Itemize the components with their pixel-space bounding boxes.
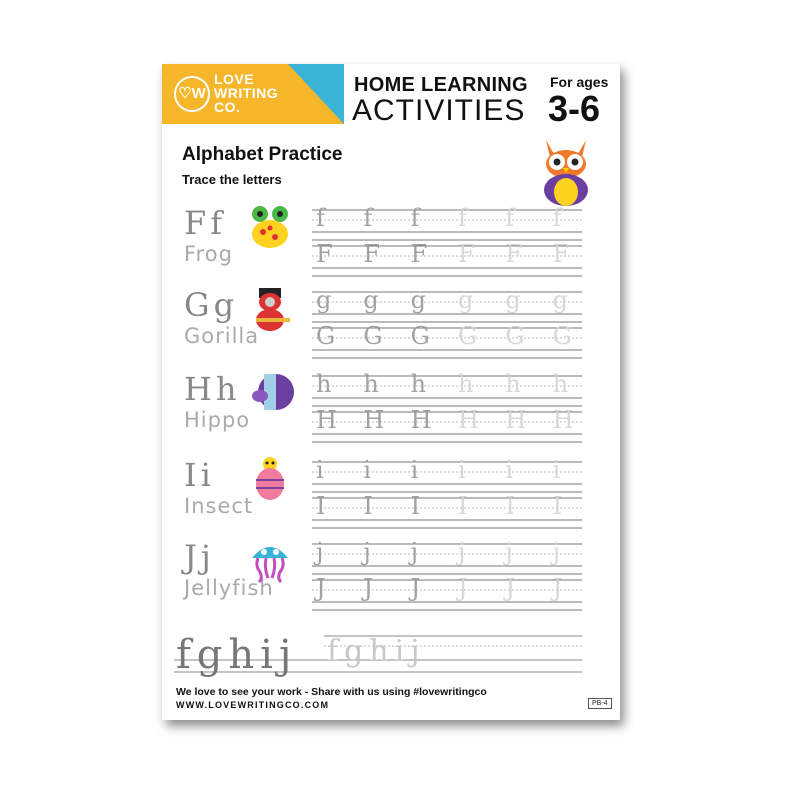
trace-letter: h	[552, 370, 569, 398]
letter-pair: Ii	[184, 456, 215, 494]
trace-letter: f	[363, 204, 373, 232]
letter-pair: Ff	[184, 204, 227, 242]
trace-letter: h	[505, 370, 521, 398]
trace-letter: G	[505, 322, 525, 350]
trace-letter: G	[410, 322, 430, 350]
trace-letter: j	[410, 538, 419, 566]
trace-letter: j	[505, 538, 513, 566]
logo-heart-icon: ♡W	[174, 76, 210, 112]
trace-letter: h	[457, 370, 474, 398]
trace-letter: G	[363, 322, 383, 350]
page-subtitle: Trace the letters	[182, 172, 282, 187]
trace-upper	[312, 240, 586, 268]
trace-letter: J	[552, 574, 563, 602]
trace-letter: H	[316, 406, 337, 434]
letter-pair: Gg	[184, 286, 239, 324]
trace-letter: H	[410, 406, 432, 434]
trace-letter: F	[457, 240, 475, 268]
trace-lower	[312, 286, 586, 314]
trace-letter: F	[363, 240, 380, 268]
footer-url: WWW.LOVEWRITINGCO.COM	[176, 700, 330, 710]
trace-letter: G	[552, 322, 572, 350]
trace-letter: H	[552, 406, 574, 434]
trace-letter: i	[410, 456, 419, 484]
trace-letter: I	[505, 492, 515, 520]
owl-icon	[540, 136, 592, 208]
ages-value: 3-6	[548, 88, 601, 129]
trace-letter: i	[552, 456, 561, 484]
trace-lower	[312, 456, 586, 484]
logo-triangle	[288, 64, 344, 124]
logo-line2: WRITING	[214, 85, 279, 101]
trace-letter: F	[410, 240, 428, 268]
logo-line3: CO.	[214, 99, 241, 115]
trace-letter: h	[363, 370, 379, 398]
trace-letter: I	[457, 492, 468, 520]
insect-icon	[246, 454, 294, 502]
trace-upper	[312, 574, 586, 602]
letter-pair: Jj	[184, 538, 215, 576]
trace-upper	[312, 322, 586, 350]
page-code: PB-4	[588, 698, 612, 709]
trace-letter: J	[363, 574, 373, 602]
hippo-icon	[246, 368, 294, 416]
trace-letter: F	[505, 240, 522, 268]
trace-letter: J	[316, 574, 326, 602]
trace-letter: j	[363, 538, 371, 566]
trace-letter: j	[552, 538, 561, 566]
trace-letter: J	[505, 574, 515, 602]
trace-letter: g	[363, 286, 379, 314]
trace-lower	[312, 204, 586, 232]
trace-letter: i	[505, 456, 513, 484]
gorilla-icon	[246, 284, 294, 332]
footer-share: We love to see your work - Share with us using #lovewritingco	[176, 686, 487, 698]
letter-word: Gorilla	[184, 324, 260, 348]
logo-text	[214, 72, 278, 114]
trace-letter: j	[316, 538, 324, 566]
trace-letter: i	[316, 456, 324, 484]
trace-letter: f	[457, 204, 467, 232]
trace-letter: f	[316, 204, 325, 232]
trace-letter: I	[410, 492, 421, 520]
header-home-learning: HOME LEARNING	[354, 74, 528, 96]
letter-word: Jellyfish	[184, 576, 274, 600]
trace-letter: G	[457, 322, 478, 350]
trace-letter: g	[457, 286, 474, 314]
bottom-trace-dark: fghij	[176, 632, 298, 678]
trace-letter: i	[457, 456, 466, 484]
trace-letter: F	[552, 240, 570, 268]
bottom-trace-light: fghij	[327, 634, 426, 669]
trace-lower	[312, 538, 586, 566]
trace-letter: j	[457, 538, 466, 566]
trace-upper	[312, 492, 586, 520]
trace-letter: h	[316, 370, 332, 398]
header-activities: ACTIVITIES	[352, 94, 526, 127]
trace-letter: f	[505, 204, 515, 232]
trace-letter: J	[410, 574, 421, 602]
trace-letter: H	[457, 406, 479, 434]
ages-label: For ages	[550, 74, 609, 90]
trace-letter: h	[410, 370, 427, 398]
trace-letter: I	[316, 492, 326, 520]
trace-letter: I	[363, 492, 373, 520]
trace-letter: g	[552, 286, 569, 314]
trace-upper	[312, 406, 586, 434]
trace-letter: F	[316, 240, 333, 268]
letter-pair: Hh	[184, 370, 241, 408]
letter-word: Insect	[184, 494, 254, 518]
trace-letter: g	[316, 286, 332, 314]
trace-letter: f	[552, 204, 562, 232]
trace-letter: g	[410, 286, 427, 314]
worksheet	[162, 64, 620, 720]
letter-word: Frog	[184, 242, 233, 266]
trace-letter: G	[316, 322, 336, 350]
trace-letter: J	[457, 574, 468, 602]
letter-word: Hippo	[184, 408, 251, 432]
trace-letter: i	[363, 456, 372, 484]
logo-line1: LOVE	[214, 71, 255, 87]
page-title: Alphabet Practice	[182, 144, 343, 165]
jellyfish-icon	[246, 536, 294, 584]
trace-letter: H	[363, 406, 385, 434]
trace-lower	[312, 370, 586, 398]
trace-letter: H	[505, 406, 527, 434]
trace-letter: I	[552, 492, 563, 520]
trace-letter: f	[410, 204, 420, 232]
frog-icon	[246, 202, 294, 250]
trace-letter: g	[505, 286, 521, 314]
